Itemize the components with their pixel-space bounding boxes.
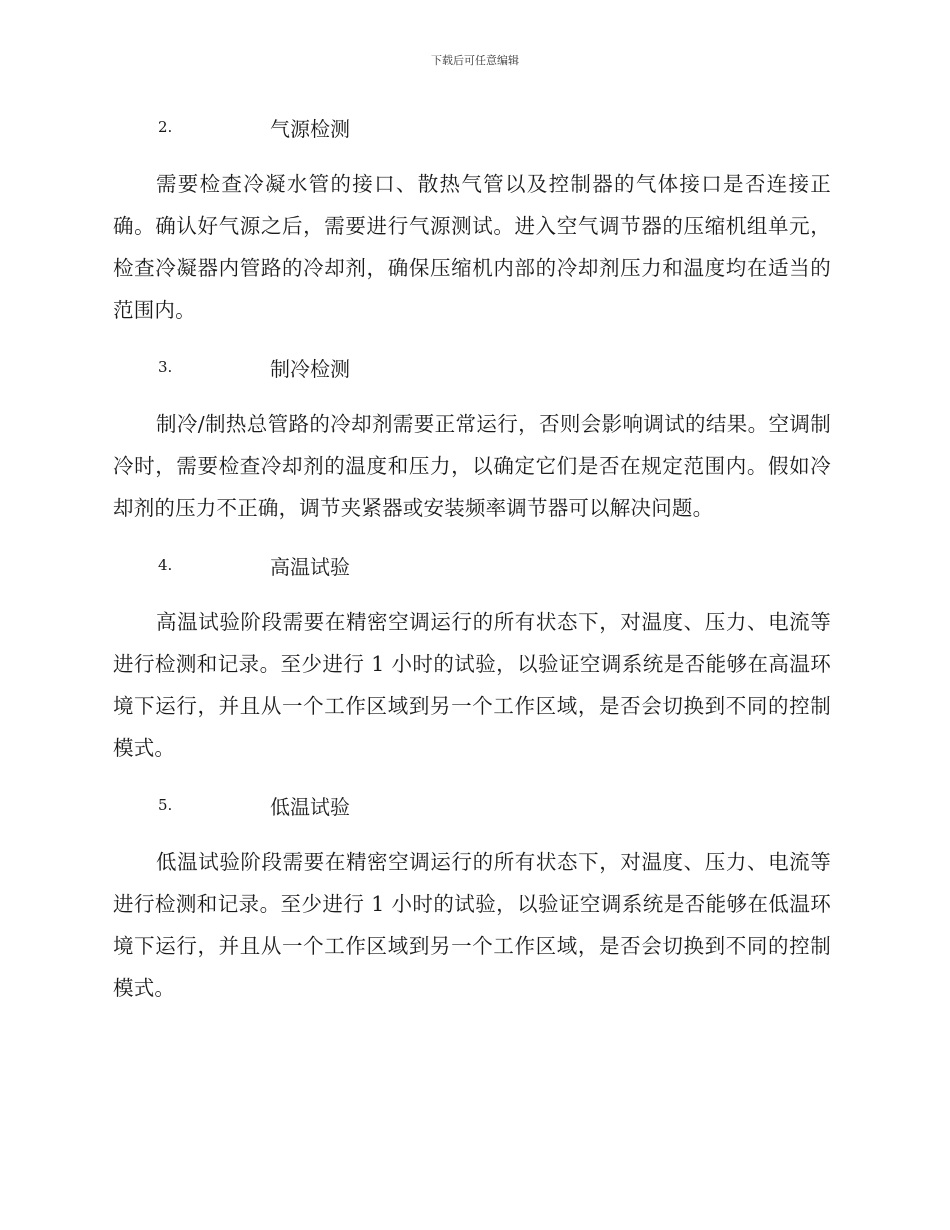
- section-title: 高温试验: [270, 554, 350, 579]
- section-paragraph: 需要检查冷凝水管的接口、散热气管以及控制器的气体接口是否连接正确。确认好气源之后，需要进行气源测试。进入空气调节器的压缩机组单元，检查冷凝器内管路的冷却剂，确保压缩机内部的冷却剂压力和温度均在适当的范围内。: [113, 172, 831, 322]
- section-title: 低温试验: [270, 794, 350, 819]
- section-paragraph: 低温试验阶段需要在精密空调运行的所有状态下，对温度、压力、电流等进行检测和记录。至少进行 1 小时的试验，以验证空调系统是否能够在低温环境下运行，并且从一个工作区域到另一个工作区域，是否会切换到不同的控制模式。: [113, 850, 831, 1000]
- section-heading-cooling: [113, 350, 831, 384]
- section-title: 制冷检测: [270, 356, 350, 381]
- section-paragraph: 高温试验阶段需要在精密空调运行的所有状态下，对温度、压力、电流等进行检测和记录。至少进行 1 小时的试验，以验证空调系统是否能够在高温环境下运行，并且从一个工作区域到另一个工作区域，是否会切换到不同的控制模式。: [113, 610, 831, 760]
- section-number: 3.: [158, 358, 173, 376]
- section-heading-low-temp: [113, 788, 831, 822]
- section-heading-gas-source: [113, 110, 831, 144]
- section-title: 气源检测: [270, 116, 350, 141]
- section-heading-high-temp: [113, 548, 831, 582]
- section-number: 4.: [158, 556, 173, 574]
- document-body: [113, 110, 831, 1028]
- section-paragraph: 制冷/制热总管路的冷却剂需要正常运行，否则会影响调试的结果。空调制冷时，需要检查冷却剂的温度和压力，以确定它们是否在规定范围内。假如冷却剂的压力不正确，调节夹紧器或安装频率调节器可以解决问题。: [113, 412, 831, 520]
- section-number: 2.: [158, 118, 173, 136]
- page-header: 下载后可任意编辑: [431, 54, 519, 67]
- section-number: 5.: [158, 796, 173, 814]
